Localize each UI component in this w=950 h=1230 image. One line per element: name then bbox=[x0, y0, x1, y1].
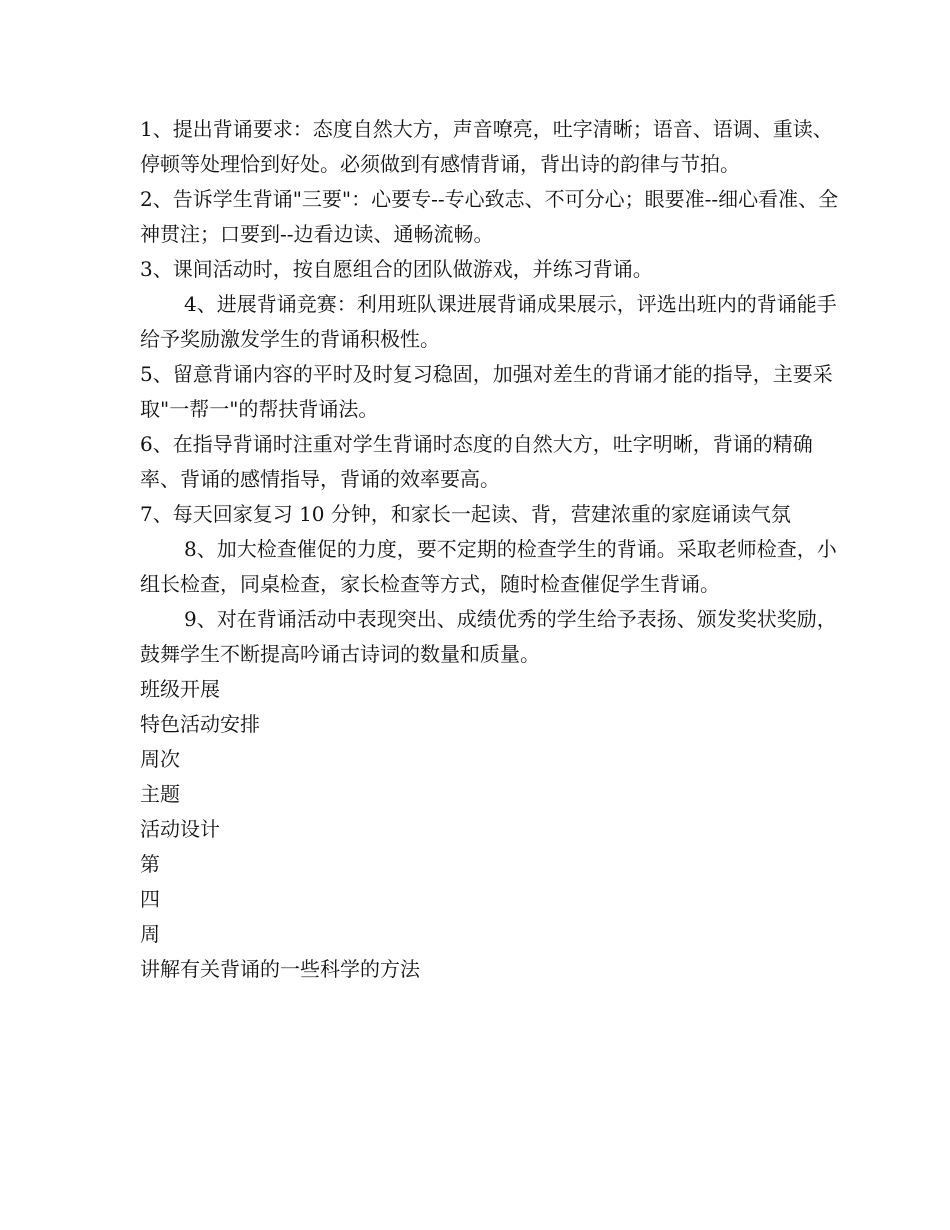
paragraph-8: 8、加大检查催促的力度，要不定期的检查学生的背诵。采取老师检查，小组长检查，同桌检查，家长检查等方式，随时检查催促学生背诵。 bbox=[140, 537, 837, 596]
table-week-char-1: 第 bbox=[140, 852, 160, 876]
table-line-activity-schedule: 特色活动安排 bbox=[140, 712, 260, 736]
paragraph-4: 4、进展背诵竞赛：利用班队课进展背诵成果展示，评选出班内的背诵能手给予奖励激发学生的背诵积极性。 bbox=[140, 292, 837, 351]
paragraph-5: 5、留意背诵内容的平时及时复习稳固，加强对差生的背诵才能的指导，主要采取"一帮一"的帮扶背诵法。 bbox=[140, 362, 833, 421]
paragraph-1: 1、提出背诵要求：态度自然大方，声音嘹亮，吐字清晰；语音、语调、重读、停顿等处理恰到好处。必须做到有感情背诵，背出诗的韵律与节拍。 bbox=[140, 117, 833, 176]
table-header-activity-design: 活动设计 bbox=[140, 817, 220, 841]
paragraph-6: 6、在指导背诵时注重对学生背诵时态度的自然大方，吐字明晰，背诵的精确率、背诵的感情指导，背诵的效率要高。 bbox=[140, 432, 813, 491]
paragraph-7: 7、每天回家复习 10 分钟，和家长一起读、背，营建浓重的家庭诵读气氛 bbox=[140, 502, 791, 526]
table-week-char-3: 周 bbox=[140, 922, 160, 946]
table-header-week: 周次 bbox=[140, 747, 180, 771]
activity-table-text bbox=[140, 672, 840, 987]
table-header-theme: 主题 bbox=[140, 782, 180, 806]
table-theme-text: 讲解有关背诵的一些科学的方法 bbox=[140, 957, 420, 981]
table-line-class-development: 班级开展 bbox=[140, 677, 220, 701]
body-text bbox=[140, 112, 840, 672]
paragraph-9: 9、对在背诵活动中表现突出、成绩优秀的学生给予表扬、颁发奖状奖励，鼓舞学生不断提高吟诵古诗词的数量和质量。 bbox=[140, 607, 837, 666]
paragraph-2: 2、告诉学生背诵"三要"：心要专--专心致志、不可分心；眼要准--细心看准、全神贯注；口要到--边看边读、通畅流畅。 bbox=[140, 187, 839, 246]
paragraph-3: 3、课间活动时，按自愿组合的团队做游戏，并练习背诵。 bbox=[140, 257, 653, 281]
table-week-char-2: 四 bbox=[140, 887, 160, 911]
